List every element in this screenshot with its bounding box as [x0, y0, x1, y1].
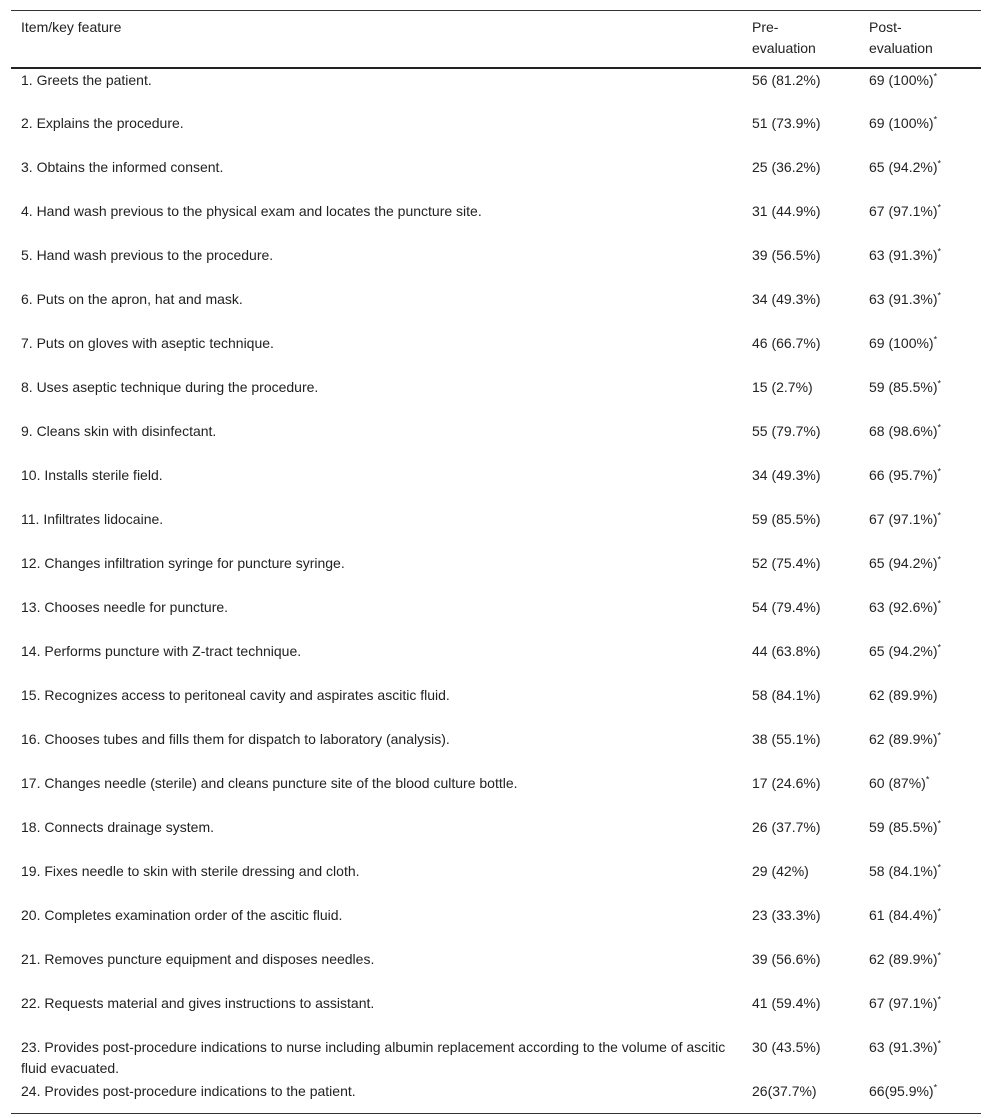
table-row [11, 1036, 981, 1080]
post-evaluation-cell [859, 508, 981, 552]
item-cell: 17. Changes needle (sterile) and cleans puncture site of the blood culture bottle. [21, 775, 518, 791]
post-evaluation-value: 60 (87%) [869, 775, 926, 791]
item-cell: 7. Puts on gloves with aseptic technique. [21, 335, 274, 351]
significance-marker: * [937, 862, 941, 873]
pre-evaluation-value: 17 (24.6%) [752, 775, 821, 791]
significance-marker: * [937, 422, 941, 433]
pre-evaluation-value: 26 (37.7%) [752, 819, 821, 835]
pre-evaluation-value: 39 (56.5%) [752, 247, 821, 263]
post-evaluation-value-wrap [869, 905, 941, 926]
significance-marker: * [937, 202, 941, 213]
pre-evaluation-value: 44 (63.8%) [752, 643, 821, 659]
item-cell: 19. Fixes needle to skin with sterile dressing and cloth. [21, 863, 360, 879]
significance-marker: * [937, 510, 941, 521]
post-evaluation-value: 67 (97.1%) [869, 511, 938, 527]
significance-marker: * [937, 598, 941, 609]
significance-marker: * [937, 950, 941, 961]
table-row [11, 244, 981, 288]
post-evaluation-value: 68 (98.6%) [869, 423, 938, 439]
post-evaluation-cell [859, 596, 981, 640]
post-evaluation-cell [859, 68, 981, 112]
post-evaluation-cell [859, 948, 981, 992]
post-evaluation-cell [859, 464, 981, 508]
table-row [11, 508, 981, 552]
significance-marker: * [937, 906, 941, 917]
significance-marker: * [937, 818, 941, 829]
item-cell: 20. Completes examination order of the ascitic fluid. [21, 907, 343, 923]
item-cell: 3. Obtains the informed consent. [21, 159, 224, 175]
pre-evaluation-value: 34 (49.3%) [752, 291, 821, 307]
header-pre-evaluation [742, 11, 859, 69]
pre-evaluation-cell [742, 816, 859, 860]
pre-evaluation-value: 54 (79.4%) [752, 599, 821, 615]
table-row [11, 904, 981, 948]
pre-evaluation-value: 29 (42%) [752, 863, 809, 879]
significance-marker: * [925, 774, 930, 785]
pre-evaluation-value: 58 (84.1%) [752, 687, 821, 703]
post-evaluation-value: 66 (95.7%) [869, 467, 938, 483]
table-row [11, 684, 981, 728]
post-evaluation-cell [859, 816, 981, 860]
pre-evaluation-value: 51 (73.9%) [752, 115, 821, 131]
post-evaluation-value: 69 (100%) [869, 335, 934, 351]
item-cell: 24. Provides post-procedure indications to the patient. [21, 1083, 356, 1099]
significance-marker: * [937, 554, 941, 565]
evaluation-table [11, 10, 981, 1114]
post-evaluation-value: 69 (100%) [869, 115, 934, 131]
table-row [11, 288, 981, 332]
post-evaluation-value-wrap [869, 993, 941, 1014]
table-row [11, 816, 981, 860]
table-row [11, 420, 981, 464]
pre-evaluation-cell [742, 1036, 859, 1080]
post-evaluation-value: 69 (100%) [869, 72, 934, 88]
post-evaluation-cell [859, 904, 981, 948]
pre-evaluation-value: 56 (81.2%) [752, 72, 821, 88]
table-row [11, 992, 981, 1036]
item-cell: 23. Provides post-procedure indications to nurse including albumin replacement according to the volume of ascitic fluid evacuated. [21, 1039, 726, 1076]
pre-evaluation-cell [742, 244, 859, 288]
table-header [11, 11, 981, 69]
pre-evaluation-cell [742, 156, 859, 200]
post-evaluation-value-wrap [869, 377, 941, 398]
table-row [11, 552, 981, 596]
post-evaluation-value-wrap [869, 70, 937, 91]
pre-evaluation-cell [742, 112, 859, 156]
table-row [11, 860, 981, 904]
post-evaluation-value: 59 (85.5%) [869, 379, 938, 395]
pre-evaluation-value: 55 (79.7%) [752, 423, 821, 439]
pre-evaluation-cell [742, 860, 859, 904]
post-evaluation-value-wrap [869, 1037, 941, 1058]
header-pre-label: Pre- evaluation [752, 19, 816, 56]
table-row [11, 200, 981, 244]
post-evaluation-value: 62 (89.9%) [869, 951, 938, 967]
post-evaluation-cell [859, 684, 981, 728]
evaluation-table-container [11, 10, 981, 1114]
significance-marker: * [937, 158, 941, 169]
item-cell: 4. Hand wash previous to the physical exam and locates the puncture site. [21, 203, 482, 219]
post-evaluation-cell [859, 640, 981, 684]
post-evaluation-value-wrap [869, 157, 941, 178]
table-row [11, 332, 981, 376]
post-evaluation-value: 62 (89.9%) [869, 731, 938, 747]
table-row [11, 156, 981, 200]
significance-marker: * [933, 71, 938, 82]
pre-evaluation-value: 26(37.7%) [752, 1083, 817, 1099]
post-evaluation-cell [859, 860, 981, 904]
pre-evaluation-cell [742, 464, 859, 508]
item-cell: 1. Greets the patient. [21, 72, 152, 88]
item-cell: 12. Changes infiltration syringe for puncture syringe. [21, 555, 345, 571]
post-evaluation-value-wrap [869, 333, 937, 354]
significance-marker: * [937, 1038, 941, 1049]
pre-evaluation-value: 39 (56.6%) [752, 951, 821, 967]
item-cell: 13. Chooses needle for puncture. [21, 599, 229, 615]
table-row [11, 596, 981, 640]
pre-evaluation-cell [742, 68, 859, 112]
post-evaluation-value-wrap [869, 729, 941, 750]
post-evaluation-cell [859, 376, 981, 420]
post-evaluation-value: 67 (97.1%) [869, 203, 938, 219]
significance-marker: * [937, 466, 941, 477]
header-row [11, 11, 981, 69]
pre-evaluation-cell [742, 992, 859, 1036]
item-cell: 11. Infiltrates lidocaine. [21, 511, 164, 527]
header-item: Item/key feature [21, 19, 122, 35]
post-evaluation-value-wrap [869, 597, 941, 618]
item-cell: 15. Recognizes access to peritoneal cavity and aspirates ascitic fluid. [21, 687, 450, 703]
pre-evaluation-value: 59 (85.5%) [752, 511, 821, 527]
item-cell: 14. Performs puncture with Z-tract technique. [21, 643, 302, 659]
post-evaluation-value: 65 (94.2%) [869, 159, 938, 175]
pre-evaluation-cell [742, 288, 859, 332]
item-cell: 21. Removes puncture equipment and disposes needles. [21, 951, 375, 967]
post-evaluation-value: 63 (91.3%) [869, 291, 938, 307]
post-evaluation-value-wrap [869, 509, 941, 530]
item-cell: 5. Hand wash previous to the procedure. [21, 247, 274, 263]
post-evaluation-value: 67 (97.1%) [869, 995, 938, 1011]
post-evaluation-cell [859, 992, 981, 1036]
post-evaluation-value: 63 (92.6%) [869, 599, 938, 615]
pre-evaluation-cell [742, 596, 859, 640]
post-evaluation-cell [859, 772, 981, 816]
item-cell: 10. Installs sterile field. [21, 467, 163, 483]
post-evaluation-value: 59 (85.5%) [869, 819, 938, 835]
post-evaluation-cell [859, 200, 981, 244]
pre-evaluation-value: 46 (66.7%) [752, 335, 821, 351]
table-row [11, 772, 981, 816]
pre-evaluation-value: 23 (33.3%) [752, 907, 821, 923]
pre-evaluation-cell [742, 1080, 859, 1113]
item-cell: 2. Explains the procedure. [21, 115, 184, 131]
post-evaluation-cell [859, 288, 981, 332]
post-evaluation-value-wrap [869, 465, 941, 486]
post-evaluation-value: 63 (91.3%) [869, 247, 938, 263]
table-row [11, 1080, 981, 1113]
post-evaluation-value-wrap [869, 553, 941, 574]
significance-marker: * [937, 246, 941, 257]
significance-marker: * [937, 378, 941, 389]
pre-evaluation-value: 34 (49.3%) [752, 467, 821, 483]
table-row [11, 728, 981, 772]
significance-marker: * [937, 642, 941, 653]
post-evaluation-value-wrap [869, 773, 929, 794]
post-evaluation-value: 62 (89.9%) [869, 687, 938, 703]
post-evaluation-value-wrap [869, 201, 941, 222]
pre-evaluation-cell [742, 728, 859, 772]
post-evaluation-cell [859, 420, 981, 464]
table-row [11, 376, 981, 420]
post-evaluation-cell [859, 1080, 981, 1113]
item-cell: 18. Connects drainage system. [21, 819, 214, 835]
pre-evaluation-cell [742, 508, 859, 552]
post-evaluation-cell [859, 552, 981, 596]
post-evaluation-value-wrap [869, 861, 941, 882]
post-evaluation-value-wrap [869, 113, 937, 134]
pre-evaluation-cell [742, 948, 859, 992]
post-evaluation-value-wrap [869, 817, 941, 838]
post-evaluation-value: 63 (91.3%) [869, 1039, 938, 1055]
pre-evaluation-cell [742, 904, 859, 948]
significance-marker: * [937, 730, 941, 741]
table-row [11, 68, 981, 112]
pre-evaluation-cell [742, 552, 859, 596]
post-evaluation-value: 66(95.9%) [869, 1083, 934, 1099]
significance-marker: * [937, 290, 941, 301]
table-row [11, 464, 981, 508]
table-body [11, 68, 981, 1113]
post-evaluation-value: 65 (94.2%) [869, 643, 938, 659]
pre-evaluation-value: 41 (59.4%) [752, 995, 821, 1011]
post-evaluation-value-wrap [869, 421, 941, 442]
pre-evaluation-value: 30 (43.5%) [752, 1039, 821, 1055]
significance-marker: * [933, 114, 938, 125]
pre-evaluation-cell [742, 332, 859, 376]
post-evaluation-value-wrap [869, 641, 941, 662]
significance-marker: * [933, 1082, 938, 1093]
pre-evaluation-value: 52 (75.4%) [752, 555, 821, 571]
pre-evaluation-cell [742, 640, 859, 684]
post-evaluation-value: 61 (84.4%) [869, 907, 938, 923]
post-evaluation-cell [859, 112, 981, 156]
item-cell: 6. Puts on the apron, hat and mask. [21, 291, 243, 307]
pre-evaluation-value: 25 (36.2%) [752, 159, 821, 175]
table-row [11, 948, 981, 992]
pre-evaluation-value: 15 (2.7%) [752, 379, 813, 395]
header-post-evaluation [859, 11, 981, 69]
post-evaluation-value-wrap [869, 685, 937, 706]
post-evaluation-cell [859, 728, 981, 772]
post-evaluation-value-wrap [869, 949, 941, 970]
pre-evaluation-cell [742, 376, 859, 420]
post-evaluation-value: 58 (84.1%) [869, 863, 938, 879]
item-cell: 16. Chooses tubes and fills them for dispatch to laboratory (analysis). [21, 731, 450, 747]
post-evaluation-cell [859, 1036, 981, 1080]
item-cell: 9. Cleans skin with disinfectant. [21, 423, 217, 439]
header-post-label: Post- evaluation [869, 19, 933, 56]
pre-evaluation-cell [742, 684, 859, 728]
post-evaluation-value-wrap [869, 245, 941, 266]
post-evaluation-value-wrap [869, 289, 941, 310]
significance-marker: * [937, 994, 941, 1005]
table-row [11, 112, 981, 156]
pre-evaluation-value: 38 (55.1%) [752, 731, 821, 747]
significance-marker: * [933, 334, 938, 345]
item-cell: 22. Requests material and gives instructions to assistant. [21, 995, 375, 1011]
post-evaluation-value: 65 (94.2%) [869, 555, 938, 571]
pre-evaluation-cell [742, 200, 859, 244]
pre-evaluation-value: 31 (44.9%) [752, 203, 821, 219]
table-row [11, 640, 981, 684]
pre-evaluation-cell [742, 420, 859, 464]
post-evaluation-cell [859, 156, 981, 200]
post-evaluation-cell [859, 332, 981, 376]
pre-evaluation-cell [742, 772, 859, 816]
item-cell: 8. Uses aseptic technique during the procedure. [21, 379, 319, 395]
post-evaluation-cell [859, 244, 981, 288]
post-evaluation-value-wrap [869, 1081, 937, 1102]
